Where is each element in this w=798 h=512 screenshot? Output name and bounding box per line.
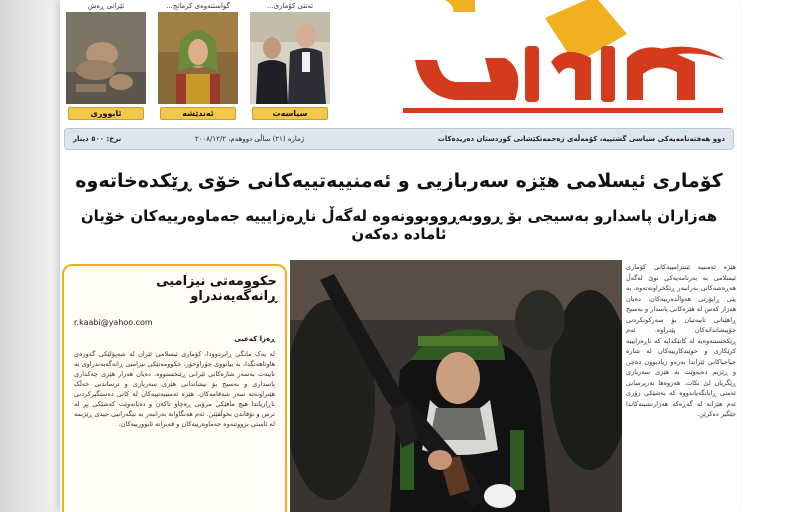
sub-headline: هەزاران پاسدارو بەسیجی بۆ ڕووبەڕووبوونەوە لەگەڵ ناڕەزایییە جەماوەرییەکان خۆیان ئامادە دەکەن [80,207,718,243]
thumbnail-section-label: ئەندێشە [160,107,236,120]
thumbnail-section-label: سیاسەت [252,107,328,120]
thumbnail-section-label: ئابووری [68,107,144,120]
editorial-title[interactable]: حکوومەتی نیزامیی ڕانەگەیەندراو [156,274,277,304]
dwaroj-logo[interactable] [395,0,735,124]
thumbnail-top-label: گواستنەوەی کرمانج... [166,2,230,10]
editorial-body: لە یەک مانگی ڕابردوودا، کۆماری ئیسلامی ئێران لە شەپۆلێکی گەورەی هاوئاهەنگدا، بە بیانووی جۆراوجۆر، حکوومەتێکی نیزامیی ڕانەگەیەندراوی بە تایبەت بەسەر شارەکانی ئێرانی ڕێتخستووە. دەیان هەزار هێزی چەکداری پاسداری و بەسیج بۆ نیشاندانی هێزی سەربازی و ترساندنی خەڵک هێنراونەتە سەر شەقامەکان. هێزە ئەمنییەتییەکان لە کاتی دەستگیرکردنی ناڕازیاندا هیچ مافێکی مرۆیی ڕەچاو ناکەن و دەیانەوێت کەشێکی پڕ لە ترس و تۆقاندن بخوڵقێنن. ئەم هەنگاوانە بەرانبەر بە نیگەرانیی جیدی ڕێژیمە لە ئاستی بزووتنەوە جەماوەرییەکان و قەیرانە ئابوورییەکان. [74,350,275,428]
thumbnail-economy[interactable] [64,0,148,120]
soldier-with-rifle-photo [290,260,622,512]
thumbnail-politics[interactable] [248,0,332,120]
issue-number-date: ژمارە (٢١) ساڵی دووهەم، ٢٠٠٨/١٢/٢ [195,135,305,143]
editorial-box [62,264,287,512]
politicians-photo [250,12,330,104]
author-email[interactable]: r.kaabi@yahoo.com [74,318,153,327]
newspaper-page [60,0,740,512]
price-label: نرخ: ٥٠٠ دینار [73,135,122,143]
page-shadow [0,0,60,512]
child-photo [66,12,146,104]
thumbnail-thought[interactable] [156,0,240,120]
paper-description: دوو هەفتەنامەیەکی سیاسی گشتییە، کۆمەڵەی زەحمەتکێشانی کوردستان دەریدەکات [437,135,725,143]
thumbnail-top-label: ئەنتی کۆماری... [266,2,314,10]
issue-info-bar [64,128,734,150]
right-article-column: هێزە ئەمنییە ئینتزامییەکانی کۆماری ئیسلامی بە بەرنامەیەکی نوێ لەگەڵ هەڕەشەکانی بەرانبەر ڕێکخراونەتەوە. بە پێی ڕاپۆرتی هەواڵدەرییەکان، دەیان هەزار کەس لە هێزەکانی پاسدار و بەسیج ڕاهێنانی تایبەتیان بۆ سەرکوتکردنی خۆپیشاندانەکان پێدراوە. ئەم ڕێکخستنەوەیە لە کاتێکدایە کە ناڕەزایییە کرێکاری و خوێندکارییەکان لە شارە جیاجیاکانی ئێراندا بەرەو زیادبوون دەچن و ڕێژیم دەیەوێت بە هێزی سەربازی ڕێگریان لێ بکات. هەروەها بەرپرسانی ئەمنی ڕایانگەیاندووە کە بەشێکی زۆری ئەم هێزانە لە گەڕەکە هەژارنشینەکاندا جێگیر دەکرێن. [626,263,736,418]
thumbnail-top-label: ئێرانی ڕەش [87,2,125,10]
main-headline[interactable]: کۆماری ئیسلامی هێزە سەربازیی و ئەمنییەتییەکانی خۆی ڕێکدەخاتەوە [75,170,723,192]
author-name: ڕەزا کەعبی [234,335,275,343]
woman-photo [158,12,238,104]
thumbnail-strip [64,0,334,120]
